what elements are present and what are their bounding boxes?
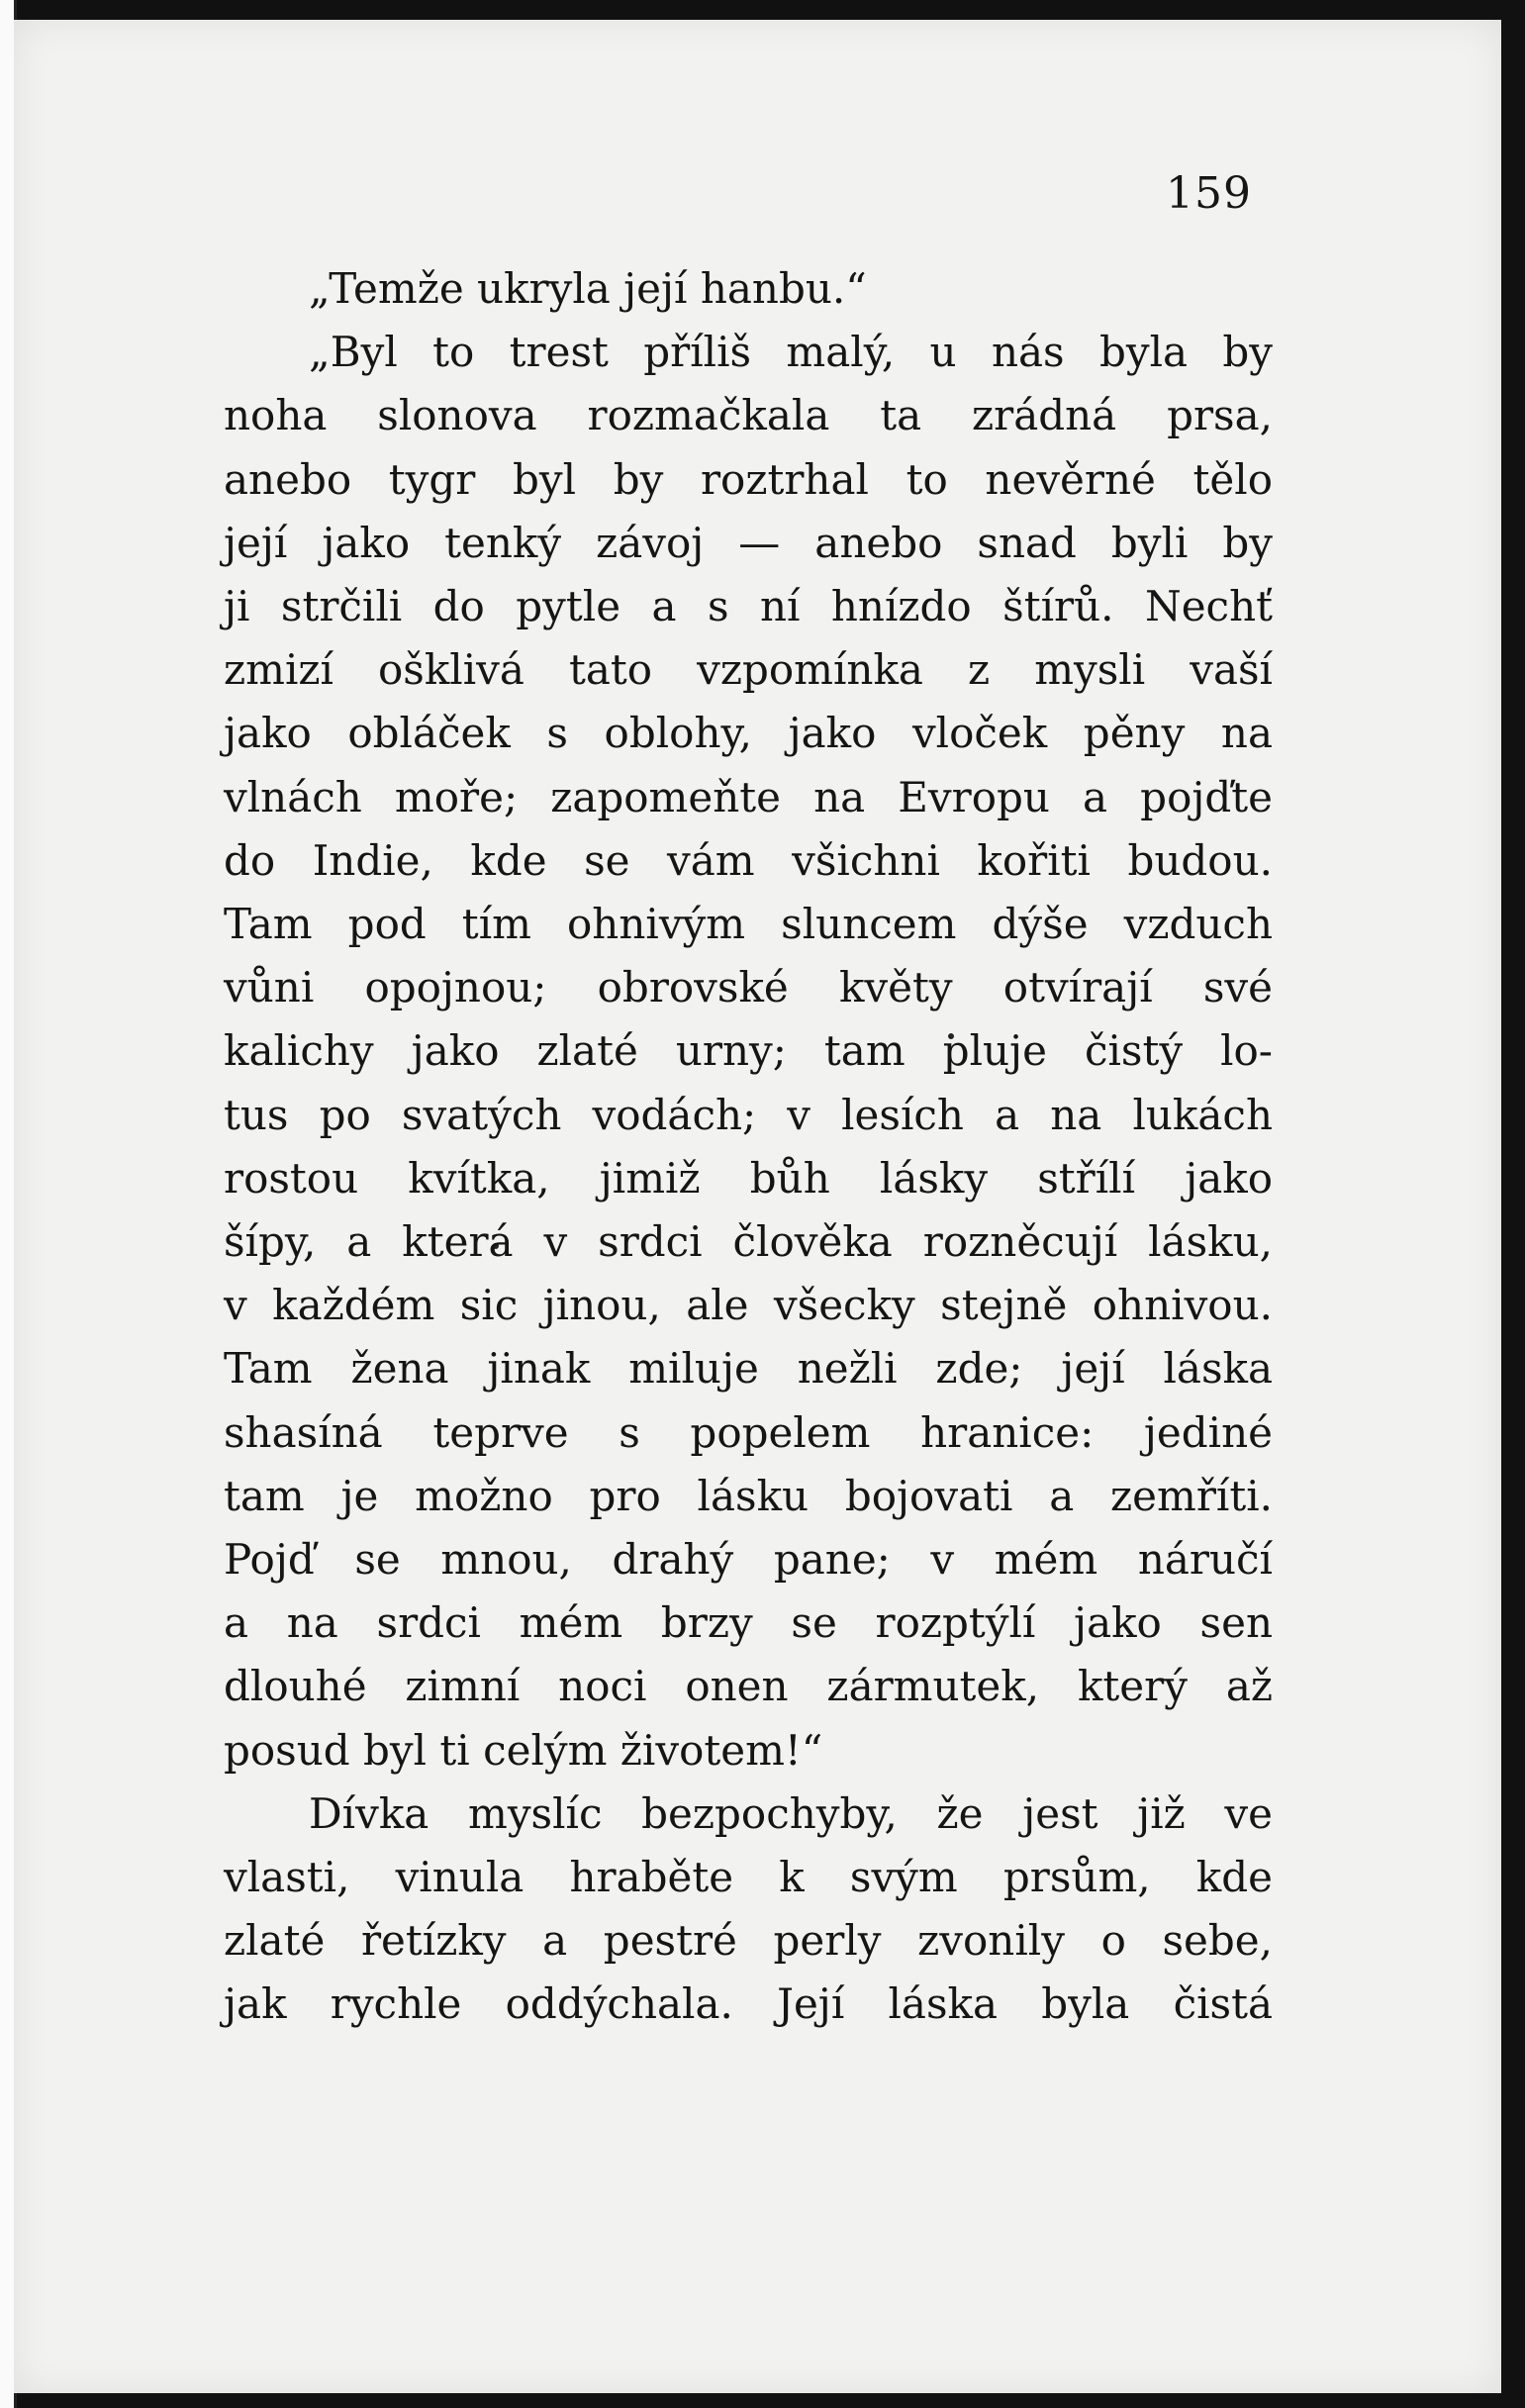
text-line: vůni opojnou; obrovské květy otvírají své: [224, 963, 1273, 1012]
text-line: anebo tygr byl by roztrhal to nevěrné tělo: [224, 454, 1273, 504]
page-number: 159: [1166, 168, 1252, 219]
text-line: Dívka myslíc bezpochyby, že jest již ve: [309, 1788, 1273, 1838]
text-line: rostou kvítka, jimiž bůh lásky střílí jako: [224, 1153, 1273, 1203]
text-line: „Temže ukryla její hanbu.“: [309, 264, 867, 313]
text-line: a na srdci mém brzy se rozptýlí jako sen: [224, 1598, 1273, 1648]
text-line: noha slonova rozmačkala ta zrádná prsa,: [224, 391, 1273, 440]
text-line: vlnách moře; zapomeňte na Evropu a pojďte: [224, 772, 1273, 821]
text-line: do Indie, kde se vám všichni kořiti budou.: [224, 835, 1273, 885]
text-line: Pojď se mnou, drahý pane; v mém náručí: [224, 1535, 1273, 1585]
text-line: shasíná teprve s popelem hranice: jediné: [224, 1407, 1273, 1457]
text-line: šípy, a která v srdci člověka rozněcují lásku,: [224, 1217, 1273, 1267]
text-line: tam je možno pro lásku bojovati a zemříti.: [224, 1471, 1273, 1520]
text-line: tus po svatých vodách; v lesích a na lukách: [224, 1090, 1273, 1139]
text-line: jak rychle oddýchala. Její láska byla čistá: [224, 1979, 1273, 2029]
text-line: „Byl to trest příliš malý, u nás byla by: [309, 328, 1273, 377]
text-line: Tam pod tím ohnivým sluncem dýše vzduch: [224, 900, 1273, 949]
text-line: ji strčili do pytle a s ní hnízdo štírů. Nechť: [224, 582, 1273, 631]
text-line: Tam žena jinak miluje nežli zde; její láska: [224, 1344, 1273, 1394]
text-line: její jako tenký závoj — anebo snad byli by: [224, 518, 1273, 567]
body-text: [224, 257, 1273, 2037]
text-line: jako obláček s oblohy, jako vloček pěny na: [224, 709, 1273, 758]
text-line: vlasti, vinula hraběte k svým prsům, kde: [224, 1853, 1273, 1902]
text-line: posud byl ti celým životem!“: [224, 1725, 823, 1775]
text-line: zlaté řetízky a pestré perly zvonily o sebe,: [224, 1916, 1273, 1966]
text-line: dlouhé zimní noci onen zármutek, který až: [224, 1662, 1273, 1711]
text-line: v každém sic jinou, ale všecky stejně ohnivou.: [224, 1281, 1273, 1330]
text-line: zmizí ošklivá tato vzpomínka z mysli vaší: [224, 645, 1273, 695]
text-line: kalichy jako zlaté urny; tam pluje čistý lo-: [224, 1026, 1273, 1076]
